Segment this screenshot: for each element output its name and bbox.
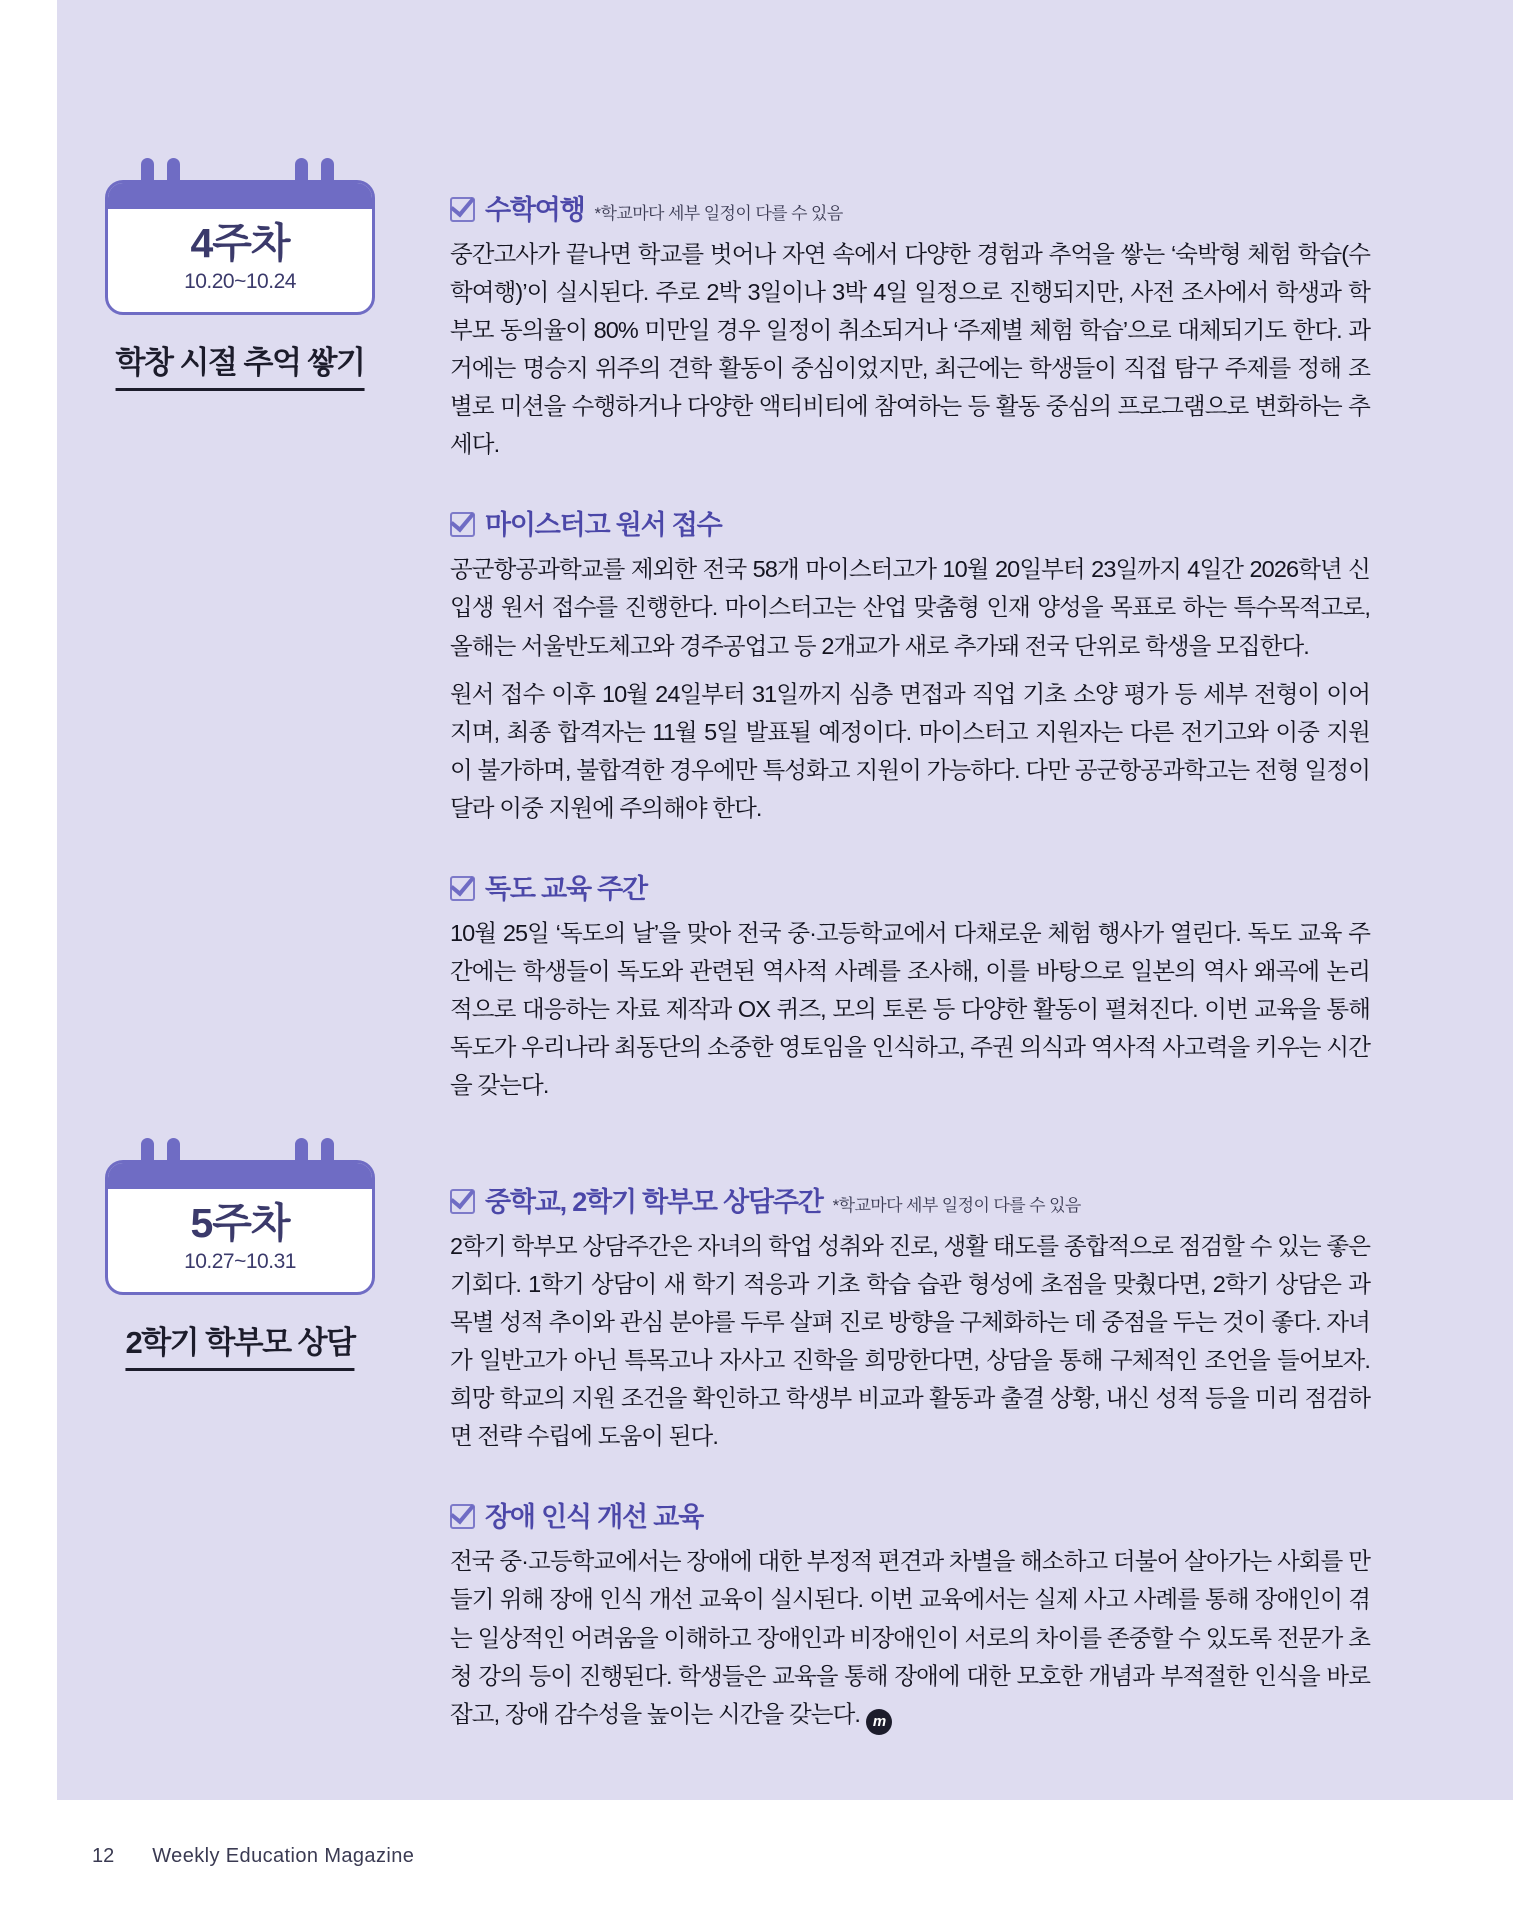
article-title: 수학여행 [485,195,585,225]
article-section [450,867,1370,1104]
calendar-card-body-4 [108,209,372,312]
page-number: 12 [92,1845,115,1867]
article-heading [450,1180,1370,1219]
week-card-5 [80,1160,400,1371]
article-section [450,1180,1370,1455]
week-dates-5: 10.27~10.31 [184,1250,296,1274]
article-heading [450,188,1370,227]
magazine-name: Weekly Education Magazine [152,1845,415,1867]
calendar-card-body-5 [108,1189,372,1292]
article-paragraph-text: 전국 중·고등학교에서는 장애에 대한 부정적 편견과 차별을 해소하고 더불어 살아가는 사회를 만들기 위해 장애 인식 개선 교육이 실시된다. 이번 교육에서는 실제 사고 사례를 통해 장애인이 겪는 일상적인 어려움을 이해하고 장애인과 비장애인이 서로의 차이를 존중할 수 있도록 전문가 초청 강의 등이 진행된다. 학생들은 교육을 통해 장애에 대한 모호한 개념과 부적절한 인식을 바로잡고, 장애 감수성을 높이는 시간을 갖는다. [450,1548,1370,1727]
week-label-5: 5주차 [190,1200,290,1246]
article-section [450,503,1370,826]
page-footer [92,1845,414,1868]
article-title: 장애 인식 개선 교육 [485,1502,703,1533]
article-note: *학교마다 세부 일정이 다를 수 있음 [832,1196,1081,1215]
week-4-articles [450,188,1370,1104]
article-paragraph: 중간고사가 끝나면 학교를 벗어나 자연 속에서 다양한 경험과 추억을 쌓는 ‘숙박형 체험 학습(수학여행)’이 실시된다. 주로 2박 3일이나 3박 4일 일정으로 진행되지만, 사전 조사에서 학생과 학부모 동의율이 80% 미만일 경우 일정이 취소되거나 ‘주제별 체험 학습’으로 대체되기도 한다. 과거에는 명승지 위주의 견학 활동이 중심이었지만, 최근에는 학생들이 직접 탐구 주제를 정해 조별로 미션을 수행하거나 다양한 액티비티에 참여하는 등 활동 중심의 프로그램으로 변화하는 추세다. [450,241,1370,458]
checkmark-icon [450,197,475,222]
calendar-card-5 [105,1160,375,1295]
article-heading [450,503,1370,542]
article-title: 마이스터고 원서 접수 [485,510,722,541]
calendar-tab-wrapper-5 [105,1160,375,1295]
checkmark-icon [450,1504,475,1529]
checkmark-icon [450,512,475,537]
article-title: 중학교, 2학기 학부모 상담주간 [485,1187,823,1217]
week-card-4 [80,180,400,391]
week-label-4: 4주차 [190,220,290,266]
week-dates-4: 10.20~10.24 [184,270,296,294]
article-paragraph: 10월 25일 ‘독도의 날’을 맞아 전국 중·고등학교에서 다채로운 체험 행사가 열린다. 독도 교육 주간에는 학생들이 독도와 관련된 역사적 사례를 조사해, 이를 바탕으로 일본의 역사 왜곡에 논리적으로 대응하는 자료 제작과 OX 퀴즈, 모의 토론 등 다양한 활동이 펼쳐진다. 이번 교육을 통해 독도가 우리나라 최동단의 소중한 영토임을 인식하고, 주권 의식과 역사적 사고력을 키우는 시간을 갖는다. [450,919,1370,1099]
checkmark-icon [450,1189,475,1214]
article-paragraph: 공군항공과학교를 제외한 전국 58개 마이스터고가 10월 20일부터 23일까지 4일간 2026학년 신입생 원서 접수를 진행한다. 마이스터고는 산업 맞춤형 인재 양성을 목표로 하는 특수목적고로, 올해는 서울반도체고와 경주공업고 등 2개교가 새로 추가돼 전국 단위로 학생을 모집한다. [450,556,1370,659]
calendar-card-header-5 [108,1163,372,1189]
calendar-card-4 [105,180,375,315]
calendar-tab-wrapper-4 [105,180,375,315]
article-paragraph [450,1542,1370,1734]
calendar-card-header-4 [108,183,372,209]
article-section [450,1495,1370,1734]
article-heading [450,1495,1370,1534]
end-of-article-mark: m [866,1709,892,1735]
article-section [450,188,1370,463]
article-title: 독도 교육 주간 [485,873,647,904]
article-paragraph: 원서 접수 이후 10월 24일부터 31일까지 심층 면접과 직업 기초 소양 평가 등 세부 전형이 이어지며, 최종 합격자는 11월 5일 발표될 예정이다. 마이스터고 지원자는 다른 전기고와 이중 지원이 불가하며, 불합격한 경우에만 특성화고 지원이 가능하다. 다만 공군항공과학고는 전형 일정이 달라 이중 지원에 주의해야 한다. [450,680,1370,821]
article-note: *학교마다 세부 일정이 다를 수 있음 [594,204,843,223]
week-theme-title-5: 2학기 학부모 상담 [125,1317,354,1371]
article-heading [450,867,1370,906]
week-5-articles [450,1180,1370,1735]
checkmark-icon [450,876,475,901]
week-theme-title-4: 학창 시절 추억 쌓기 [116,337,365,391]
article-paragraph: 2학기 학부모 상담주간은 자녀의 학업 성취와 진로, 생활 태도를 종합적으로 점검할 수 있는 좋은 기회다. 1학기 상담이 새 학기 적응과 기초 학습 습관 형성에 초점을 맞췄다면, 2학기 상담은 과목별 성적 추이와 관심 분야를 두루 살펴 진로 방향을 구체화하는 데 중점을 두는 것이 좋다. 자녀가 일반고가 아닌 특목고나 자사고 진학을 희망한다면, 상담을 통해 구체적인 조언을 들어보자. 희망 학교의 지원 조건을 확인하고 학생부 비교과 활동과 출결 상황, 내신 성적 등을 미리 점검하면 전략 수립에 도움이 된다. [450,1233,1370,1450]
